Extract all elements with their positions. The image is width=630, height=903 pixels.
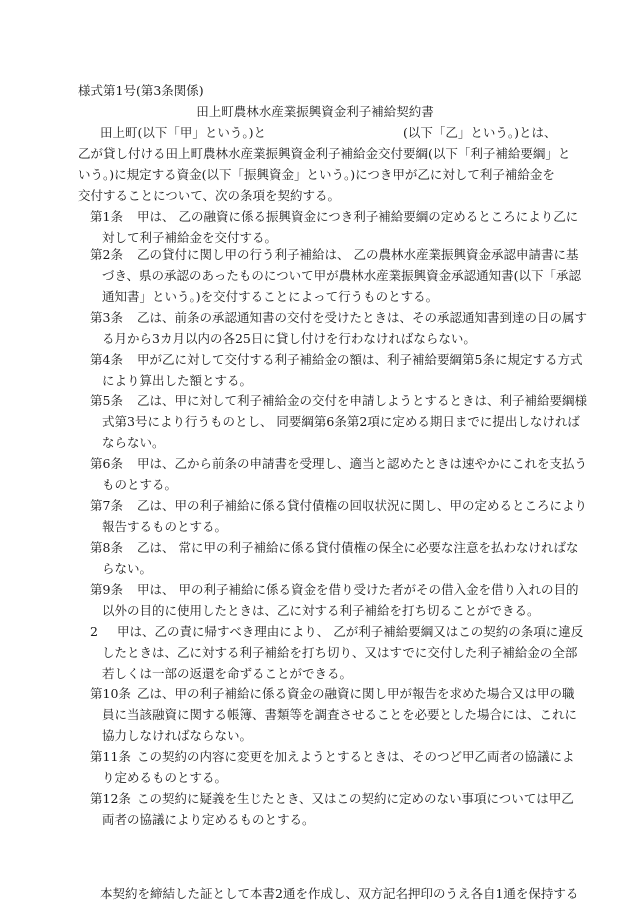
form-label: 様式第1号(第3条関係): [78, 83, 204, 98]
preamble-line2: 乙が貸し付ける田上町農林水産業振興資金利子補給金交付要綱(以下「利子補給要綱」と: [78, 146, 571, 161]
article-number: 第1条: [90, 209, 123, 224]
article-7-line-2: 報告するものとする。: [102, 519, 228, 534]
article-text: 乙は、甲の利子補給に係る貸付債権の回収状況に関し、甲の定めるところにより: [137, 498, 588, 513]
article-9-line-1: [90, 582, 578, 598]
article-8-line-1: [90, 540, 578, 556]
preamble-line4: 交付することについて、次の条項を契約する。: [78, 188, 341, 203]
article-text: 乙は、前条の承認通知書の交付を受けたときは、その承認通知書到達の日の属す: [137, 310, 588, 325]
article-text: 乙は、 常に甲の利子補給に係る貸付債権の保全に必要な注意を払わなければな: [137, 540, 579, 555]
article-text: 乙の貸付に関し甲の行う利子補給は、 乙の農林水産業振興資金承認申請書に基: [137, 247, 579, 262]
article-12-line-1: [90, 749, 575, 765]
article-4-line-1: [90, 352, 582, 368]
article-10-line-3: 若しくは一部の返還を命ずることができる。: [102, 666, 353, 681]
article-text: 甲は、 乙の融資に係る振興資金につき利子補給要綱の定めるところにより乙に: [137, 209, 579, 224]
article-number: 第7条: [90, 498, 123, 513]
article-text: この契約の内容に変更を加えようとするときは、そのつど甲乙両者の協議によ: [137, 749, 575, 764]
article-6-line-1: [90, 456, 587, 472]
closing-statement: 本契約を締結した証として本書2通を作成し、双方記名押印のうえ各自1通を保持する: [100, 886, 579, 901]
article-3-line-1: [90, 310, 587, 326]
document-title: 田上町農林水産業振興資金利子補給契約書: [196, 104, 434, 119]
article-number: 第8条: [90, 540, 123, 555]
article-1-line-2: 対して利子補給金を交付する。: [102, 230, 278, 245]
article-number: 第2条: [90, 247, 123, 262]
article-number: 第4条: [90, 352, 123, 367]
article-2-line-2: づき、県の承認のあったものについて甲が農林水産業振興資金承認通知書(以下「承認: [102, 268, 582, 283]
article-13-line-2: 両者の協議により定めるものとする。: [102, 812, 315, 827]
article-text: 甲は、 甲の利子補給に係る資金を借り受けた者がその借入金を借り入れの目的: [137, 582, 579, 597]
article-text: 乙は、甲に対して利子補給金の交付を申請しようとするときは、利子補給要綱様: [137, 393, 588, 408]
article-text: 甲は、乙から前条の申請書を受理し、適当と認めたときは速やかにこれを支払う: [137, 456, 588, 471]
article-13-line-1: [90, 791, 574, 807]
article-5-line-3: ならない。: [102, 435, 165, 450]
article-5-line-2: 式第3号により行うものとし、 同要綱第6条第2項に定める期日までに提出しなければ: [102, 414, 580, 429]
article-number: 2: [90, 624, 98, 639]
article-11-line-1: [90, 686, 575, 702]
article-3-line-2: る月から3カ月以内の各25日に貸し付けを行わなければならない。: [102, 331, 476, 346]
article-text: 乙は、甲の利子補給に係る資金の融資に関し甲が報告を求めた場合又は甲の職: [137, 686, 575, 701]
article-number: 第10条: [90, 686, 131, 701]
article-number: 第12条: [90, 791, 131, 806]
article-11-line-3: 協力しなければならない。: [102, 728, 253, 743]
article-text: この契約に疑義を生じたとき、又はこの契約に定めのない事項については甲乙: [137, 791, 574, 806]
article-9-line-2: 以外の目的に使用したときは、乙に対する利子補給を打ち切ることができる。: [102, 603, 540, 618]
preamble-line3: いう。)に規定する資金(以下「振興資金」という。)につき甲が乙に対して利子補給金を: [78, 167, 555, 182]
article-number: 第3条: [90, 310, 123, 325]
article-2-line-3: 通知書」という。)を交付することによって行うものとする。: [102, 289, 439, 304]
article-number: 第9条: [90, 582, 123, 597]
article-text: 甲は、乙の責に帰すべき理由により、 乙が利子補給要綱又はこの契約の条項に違反: [117, 624, 584, 639]
article-1-line-1: [90, 209, 578, 225]
article-5-line-1: [90, 393, 587, 409]
article-10-line-1: [90, 624, 583, 640]
article-number: 第5条: [90, 393, 123, 408]
article-6-line-2: ものとする。: [102, 477, 178, 492]
article-text: 甲が乙に対して交付する利子補給金の額は、利子補給要綱第5条に規定する方式: [137, 352, 583, 367]
article-2-line-1: [90, 247, 578, 263]
article-4-line-2: により算出した額とする。: [102, 373, 253, 388]
article-11-line-2: 員に当該融資に関する帳簿、書類等を調査させることを必要とした場合には、これに: [102, 707, 578, 722]
article-12-line-2: り定めるものとする。: [102, 770, 228, 785]
article-7-line-1: [90, 498, 587, 514]
article-number: 第11条: [90, 749, 131, 764]
preamble-line1-right: (以下「乙」という。)とは、: [403, 125, 557, 140]
article-8-line-2: らない。: [102, 561, 153, 576]
preamble-line1-left: 田上町(以下「甲」という。)と: [100, 125, 267, 140]
article-number: 第6条: [90, 456, 123, 471]
article-10-line-2: したときは、乙に対する利子補給を打ち切り、又はすでに交付した利子補給金の全部: [102, 645, 578, 660]
